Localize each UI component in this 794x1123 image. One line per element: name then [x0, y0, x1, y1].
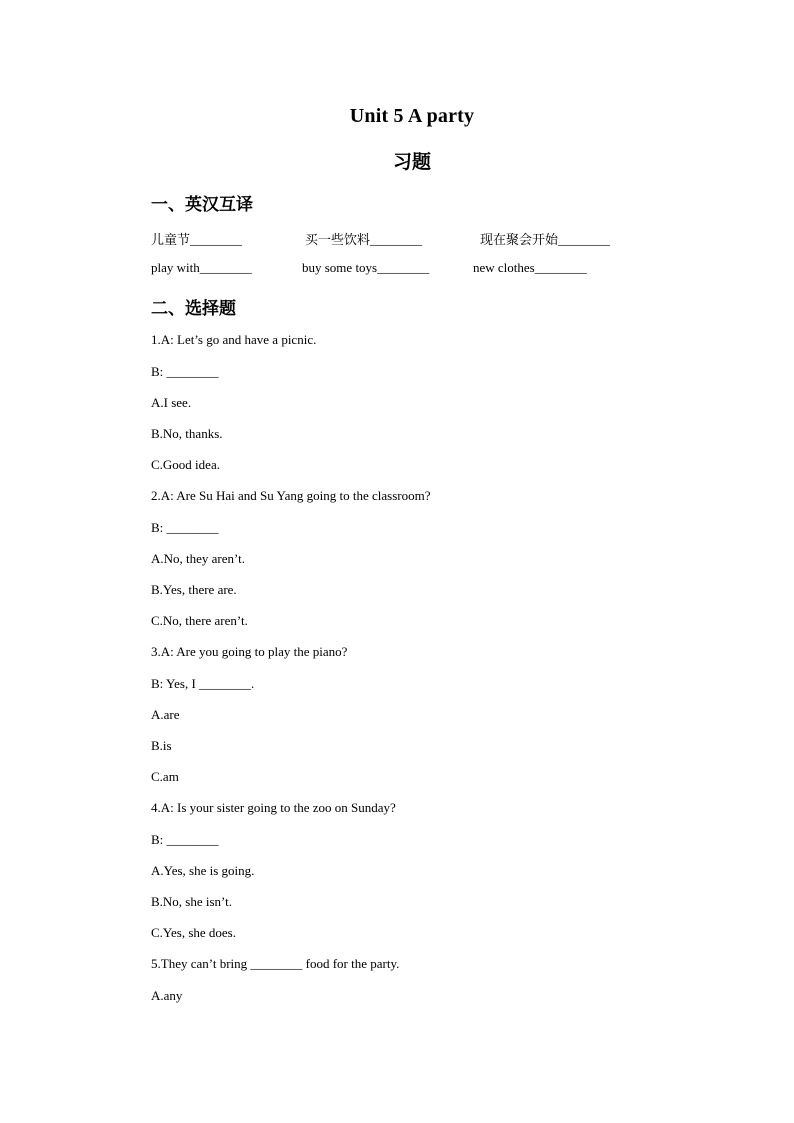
question-1-option-c: C.Good idea. — [151, 457, 220, 472]
question-3-option-c: C.am — [151, 769, 179, 784]
question-2-option-c: C.No, there aren’t. — [151, 613, 248, 628]
question-4-option-a: A.Yes, she is going. — [151, 863, 255, 878]
section-1-heading: 一、英汉互译 — [151, 195, 253, 214]
question-4-answer-blank: B: ________ — [151, 832, 219, 847]
page-subtitle: 习题 — [392, 152, 431, 173]
question-1: 1.A: Let’s go and have a picnic. — [151, 332, 317, 347]
translation-item-new-clothes: new clothes________ — [473, 260, 587, 275]
question-1-answer-blank: B: ________ — [151, 364, 219, 379]
question-2-answer-blank: B: ________ — [151, 520, 219, 535]
question-2-option-a: A.No, they aren’t. — [151, 551, 245, 566]
question-2-option-b: B.Yes, there are. — [151, 582, 237, 597]
translation-item-play-with: play with________ — [151, 260, 252, 275]
page-title: Unit 5 A party — [349, 105, 475, 127]
question-5: 5.They can’t bring ________ food for the party. — [151, 956, 400, 971]
translation-item-buy-some-toys: buy some toys________ — [302, 260, 430, 275]
question-2: 2.A: Are Su Hai and Su Yang going to the classroom? — [151, 488, 431, 503]
question-3-option-a: A.are — [151, 707, 180, 722]
question-5-option-a: A.any — [151, 988, 183, 1003]
question-1-option-a: A.I see. — [151, 395, 192, 410]
question-3-option-b: B.is — [151, 738, 172, 753]
question-3-answer-line: B: Yes, I ________. — [151, 676, 255, 691]
translation-item-party-begins: 现在聚会开始________ — [480, 232, 611, 247]
question-4-option-c: C.Yes, she does. — [151, 925, 236, 940]
section-2-heading: 二、选择题 — [151, 299, 236, 318]
translation-item-buy-drinks: 买一些饮料________ — [305, 232, 423, 247]
translation-item-childrens-day: 儿童节________ — [151, 232, 243, 247]
question-4: 4.A: Is your sister going to the zoo on Sunday? — [151, 800, 396, 815]
question-3: 3.A: Are you going to play the piano? — [151, 644, 348, 659]
question-1-option-b: B.No, thanks. — [151, 426, 223, 441]
question-4-option-b: B.No, she isn’t. — [151, 894, 233, 909]
